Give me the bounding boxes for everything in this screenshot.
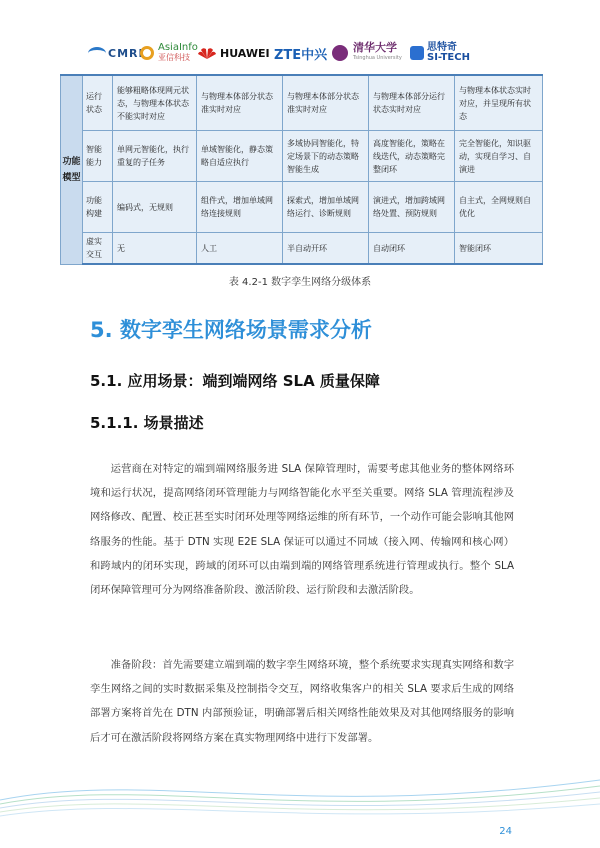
table-cell: 组件式，增加单域网络连接规则 — [197, 182, 283, 233]
dtn-grading-table — [60, 74, 543, 265]
table-cell: 与物理本体部分状态准实时对应 — [197, 75, 283, 131]
asiainfo-ring-icon — [140, 46, 154, 60]
table-cell: 编码式，无规则 — [113, 182, 197, 233]
tsinghua-seal-icon — [332, 45, 348, 61]
row-name-cell: 智能能力 — [83, 131, 113, 182]
sitech-mark-icon — [410, 46, 424, 60]
subsection-title: 5.1. 应用场景：端到端网络 SLA 质量保障 — [90, 372, 380, 390]
section-title: 5. 数字孪生网络场景需求分析 — [90, 318, 372, 342]
row-name-cell: 运行状态 — [83, 75, 113, 131]
tsinghua-logo: 清华大学 Tsinghua University — [332, 40, 402, 66]
table-row — [61, 233, 543, 265]
table-cell: 与物理本体部分状态准实时对应 — [283, 75, 369, 131]
page-number: 24 — [499, 826, 512, 837]
table-cell: 演进式，增加跨域网络处置、预防规则 — [369, 182, 455, 233]
partner-logos — [0, 40, 600, 68]
table-cell: 自主式，全网规则自优化 — [455, 182, 543, 233]
body-paragraph: 准备阶段：首先需要建立端到端的数字孪生网络环境，整个系统要求实现真实网络和数字孪生网络之间的实时数据采集及控制指令交互，网络收集客户的相关 SLA 要求后生成的网络部署方案将首先在 DTN 内部预验证，明确部署后相关网络性能效果及对其他网络服务的影响后才可在激活阶段将网络方案在真实物理网络中进行下发部署。 — [90, 659, 514, 744]
table-cell: 与物理本体部分运行状态实时对应 — [369, 75, 455, 131]
table-cell: 人工 — [197, 233, 283, 265]
table-cell: 探索式，增加单域网络运行、诊断规则 — [283, 182, 369, 233]
body-paragraph: 运营商在对特定的端到端网络服务进 SLA 保障管理时，需要考虑其他业务的整体网络环境和运行状况，提高网络闭环管理能力与网络智能化水平至关重要。网络 SLA 管理流程涉及网络修改、配置、校正甚至实时闭环处理等网络运维的所有环节，一个动作可能会影响其他网络服务的性能。基于 DTN 实现 E2E SLA 保证可以通过不同域（接入网、传输网和核心网）和跨域内的闭环实现，跨域的闭环可以由端到端的网络管理系统进行管理或执行。整个 SLA 闭环保障管理可分为网络准备阶段、激活阶段、运行阶段和去激活阶段。 — [90, 463, 514, 597]
table-row — [61, 75, 543, 131]
body-paragraph-block — [90, 653, 514, 750]
decorative-wave-graphic — [0, 760, 600, 830]
subsubsection-title: 5.1.1. 场景描述 — [90, 414, 204, 432]
table-cell: 多域协同智能化，特定场景下的动态策略智能生成 — [283, 131, 369, 182]
table-cell: 单网元智能化，执行重复的子任务 — [113, 131, 197, 182]
table-cell: 自动闭环 — [369, 233, 455, 265]
table-cell: 高度智能化，策略在线迭代，动态策略完整闭环 — [369, 131, 455, 182]
cmri-swoosh-icon — [88, 47, 106, 60]
row-name-cell: 虚实交互 — [83, 233, 113, 265]
zte-logo: ZTE中兴 — [274, 47, 328, 63]
cmri-logo: CMRI — [88, 40, 144, 66]
body-paragraph-block — [90, 457, 514, 602]
table-cell: 智能闭环 — [455, 233, 543, 265]
asiainfo-logo: AsiaInfo 亚信科技 — [140, 40, 198, 66]
huawei-logo: HUAWEI — [198, 40, 270, 66]
sitech-logo: 思特奇 SI-TECH — [410, 40, 470, 66]
table-row — [61, 182, 543, 233]
table-row — [61, 131, 543, 182]
table-cell: 半自动开环 — [283, 233, 369, 265]
table-cell: 单域智能化，静态策略自适应执行 — [197, 131, 283, 182]
table-cell: 能够粗略体现网元状态，与物理本体状态不能实时对应 — [113, 75, 197, 131]
row-name-cell: 功能构建 — [83, 182, 113, 233]
section-label-cell: 功能模型 — [61, 75, 83, 264]
huawei-flower-icon — [198, 46, 216, 60]
table-cell: 与物理本体状态实时对应，并呈现所有状态 — [455, 75, 543, 131]
table-cell: 完全智能化，知识驱动，实现自学习、自演进 — [455, 131, 543, 182]
table-caption: 表 4.2-1 数字孪生网络分级体系 — [228, 277, 372, 288]
table-cell: 无 — [113, 233, 197, 265]
